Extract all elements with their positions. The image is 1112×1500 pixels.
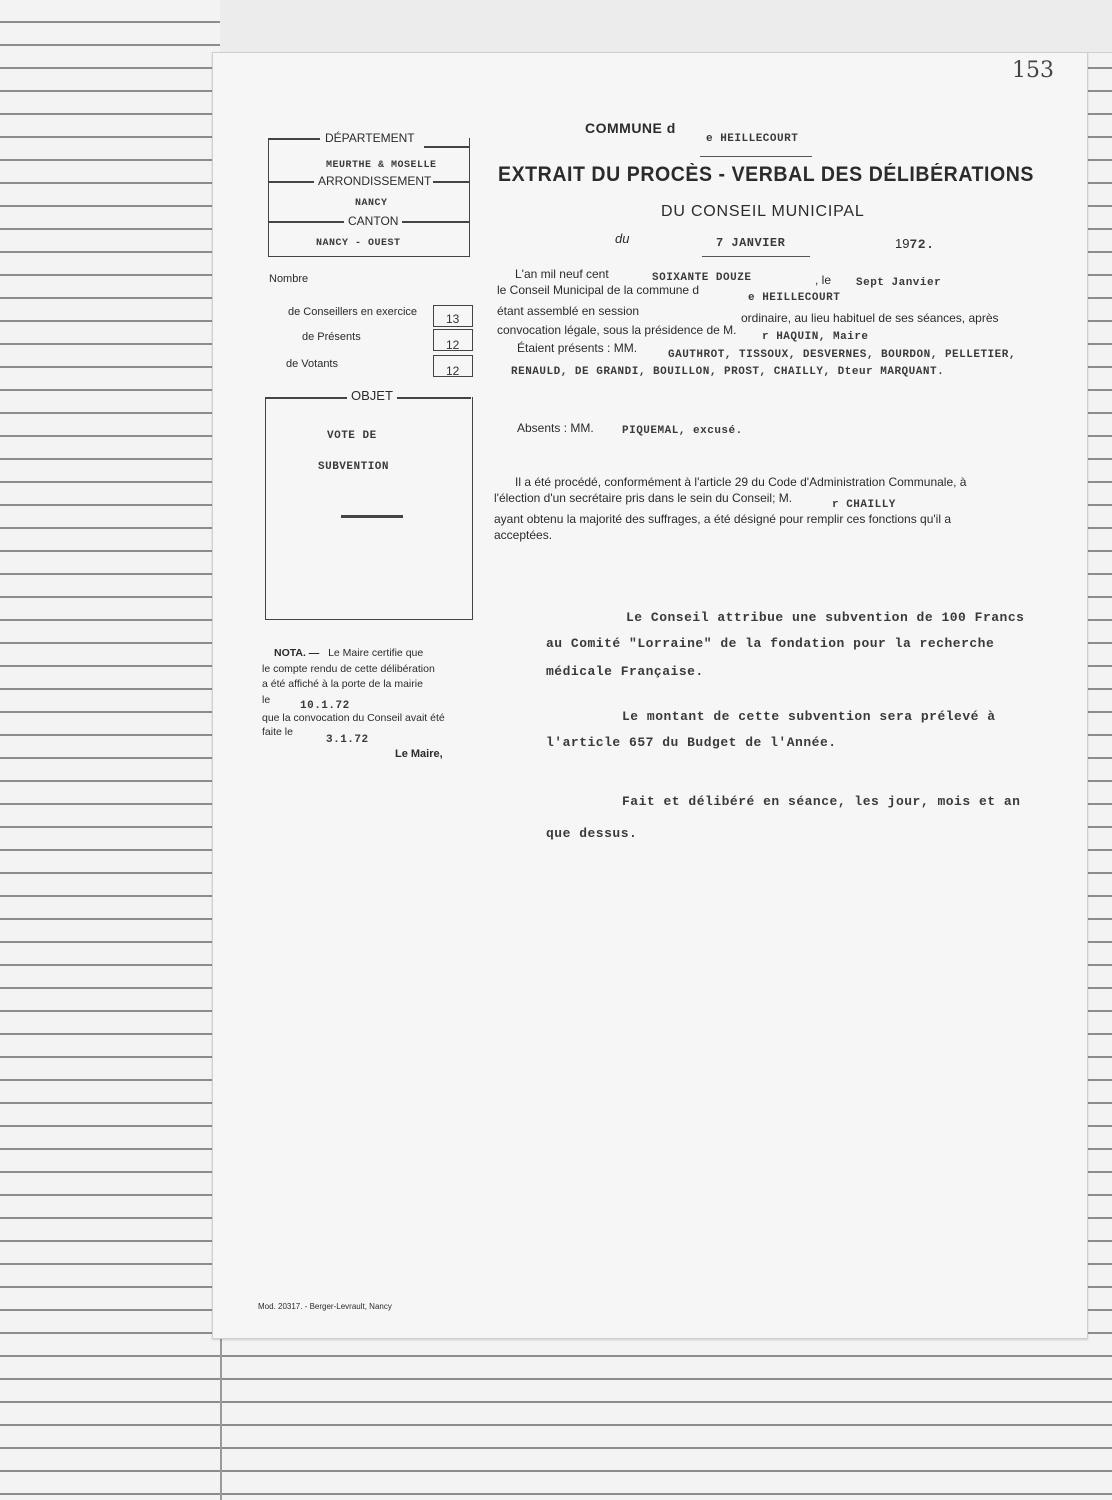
decision-p3-line-1: Fait et délibéré en séance, les jour, mois et an xyxy=(622,794,1021,809)
present-members-1: GAUTHROT, TISSOUX, DESVERNES, BOURDON, PELLETIER, xyxy=(668,349,1016,361)
exercice-value: 13 xyxy=(446,312,460,326)
register-margin xyxy=(0,0,222,1500)
document-title: EXTRAIT DU PROCÈS - VERBAL DES DÉLIBÉRATIONS xyxy=(498,163,1034,186)
objet-closing-rule xyxy=(341,515,403,518)
decision-p1-line-1: Le Conseil attribue une subvention de 100 Francs xyxy=(626,610,1025,625)
affiche-date: 10.1.72 xyxy=(300,700,350,712)
date-underline xyxy=(702,256,810,257)
document-subtitle: DU CONSEIL MUNICIPAL xyxy=(661,203,865,220)
decision-p1-line-2: au Comité "Lorraine" de la fondation pour la recherche xyxy=(546,636,995,651)
nombre-label: Nombre xyxy=(269,273,309,285)
absents-names: PIQUEMAL, excusé. xyxy=(622,425,743,437)
secretary-line-2: l'élection d'un secrétaire pris dans le sein du Conseil; M. xyxy=(494,491,793,505)
meeting-year xyxy=(895,236,934,252)
nota-block xyxy=(262,646,435,708)
convocation-date: 3.1.72 xyxy=(326,734,369,746)
preamble-l1-b: , le xyxy=(815,273,832,287)
preamble-l5: Étaient présents : MM. xyxy=(517,341,638,355)
nota-label: NOTA. — xyxy=(274,647,320,659)
preamble-commune: e HEILLECOURT xyxy=(748,292,841,304)
secretary-name: r CHAILLY xyxy=(832,499,896,511)
votants-label: de Votants xyxy=(286,358,338,370)
decision-p2-line-1: Le montant de cette subvention sera prélevé à xyxy=(622,709,996,724)
box-line-canton-left xyxy=(268,221,344,223)
preamble-line-1 xyxy=(515,266,609,282)
objet-label: OBJET xyxy=(351,388,393,403)
nota-text-5: que la convocation du Conseil avait été xyxy=(262,712,445,724)
box-line-canton-right xyxy=(402,221,470,223)
nota-line-1 xyxy=(262,646,435,662)
commune-underline xyxy=(700,156,812,157)
box-line-arrondissement-right xyxy=(428,181,470,183)
preamble-l1-a: L'an mil neuf cent xyxy=(515,267,609,281)
date-du-label: du xyxy=(615,231,630,246)
preamble-l2: le Conseil Municipal de la commune d xyxy=(497,283,700,297)
commune-value: e HEILLECOURT xyxy=(706,133,799,145)
canton-value: NANCY - OUEST xyxy=(316,238,401,249)
preamble-l4: convocation légale, sous la présidence de M. xyxy=(497,323,737,337)
exercice-label: de Conseillers en exercice xyxy=(288,306,418,318)
page-number: 153 xyxy=(1012,58,1054,83)
nota-text-4: le xyxy=(262,693,271,706)
year-prefix: 19 xyxy=(895,236,910,251)
objet-line-2: SUBVENTION xyxy=(318,461,390,473)
objet-top-line-left xyxy=(265,397,347,399)
commune-label: COMMUNE d xyxy=(585,120,676,136)
meeting-date: 7 JANVIER xyxy=(716,236,786,250)
objet-top-line-right xyxy=(397,397,471,399)
arrondissement-label: ARRONDISSEMENT xyxy=(318,174,432,188)
preamble-l3: étant assemblé en session xyxy=(497,304,640,318)
canton-label: CANTON xyxy=(348,214,399,228)
decision-p2-line-2: l'article 657 du Budget de l'Année. xyxy=(546,735,837,750)
year-suffix: 72. xyxy=(909,237,935,252)
preamble-l3-b: ordinaire, au lieu habituel de ses séances, après xyxy=(741,311,999,325)
secretary-line-3: ayant obtenu la majorité des suffrages, a été désigné pour remplir ces fonctions qu'il a xyxy=(494,512,952,526)
secretary-line-4: acceptées. xyxy=(494,528,553,542)
decision-p1-line-3: médicale Française. xyxy=(546,664,704,679)
presents-value: 12 xyxy=(446,338,460,352)
presents-label: de Présents xyxy=(302,331,361,343)
box-line-arrondissement-left xyxy=(268,181,314,183)
nota-text-1: Le Maire certifie que xyxy=(328,647,424,659)
votants-value: 12 xyxy=(446,364,460,378)
preamble-year-words: SOIXANTE DOUZE xyxy=(652,272,752,284)
departement-label: DÉPARTEMENT xyxy=(325,131,415,145)
arrondissement-value: NANCY xyxy=(355,198,388,209)
box-top-line-left xyxy=(268,138,320,140)
preamble-day: Sept Janvier xyxy=(856,277,942,289)
register-top-strip xyxy=(220,0,1112,53)
preamble-president: r HAQUIN, Maire xyxy=(762,331,869,343)
nota-text-2: le compte rendu de cette délibération xyxy=(262,662,435,675)
box-top-line-right xyxy=(424,146,470,148)
secretary-line-1: Il a été procédé, conformément à l'article 29 du Code d'Administration Communale, à xyxy=(515,475,967,489)
absents-label: Absents : MM. xyxy=(517,421,594,435)
decision-p3-line-2: que dessus. xyxy=(546,826,638,841)
nota-text-3: a été affiché à la porte de la mairie xyxy=(262,678,423,690)
objet-line-1: VOTE DE xyxy=(327,430,377,442)
departement-value: MEURTHE & MOSELLE xyxy=(326,160,437,171)
nota-text-6: faite le xyxy=(262,726,293,738)
form-model-reference: Mod. 20317. - Berger-Levrault, Nancy xyxy=(258,1302,392,1311)
present-members-2: RENAULD, DE GRANDI, BOUILLON, PROST, CHAILLY, Dteur MARQUANT. xyxy=(511,366,945,378)
maire-signature-label: Le Maire, xyxy=(395,748,443,760)
